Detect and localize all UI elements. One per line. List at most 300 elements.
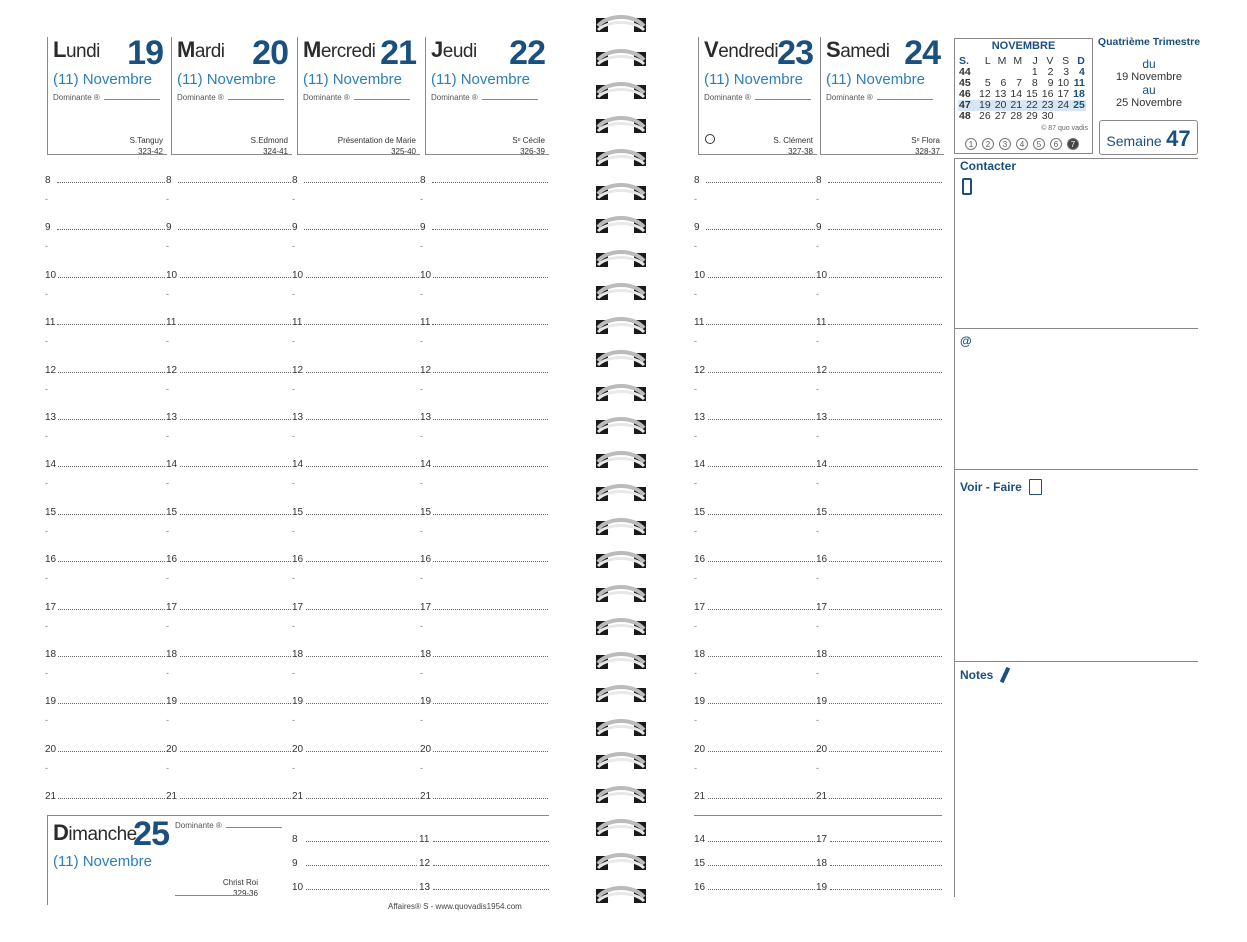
hour-line-21[interactable] [420, 786, 548, 802]
day-name [826, 37, 889, 63]
spiral-ring [588, 546, 654, 574]
hour-line-20[interactable] [292, 739, 419, 755]
saint-label [512, 135, 545, 157]
weekend-hour-line-16[interactable] [694, 877, 815, 893]
hour-line-8[interactable] [816, 170, 942, 186]
dotted-line [706, 798, 815, 799]
dotted-line [178, 324, 291, 325]
hour-line-12[interactable] [292, 360, 419, 376]
dotted-line [830, 841, 942, 842]
calendar-cell: 14 [1010, 88, 1023, 100]
hour-line-16[interactable] [694, 549, 815, 565]
hour-label: 16 [166, 554, 178, 566]
at-icon: @ [960, 334, 972, 348]
dotted-line [706, 419, 815, 420]
hour-line-20[interactable] [45, 739, 165, 755]
half-hour-mark: - [292, 762, 295, 773]
half-hour-mark: - [694, 715, 697, 726]
sunday-month: (11) Novembre [53, 853, 152, 870]
hour-line-16[interactable] [816, 549, 942, 565]
hour-line-19[interactable] [816, 691, 942, 707]
dotted-line [433, 841, 549, 842]
hour-line-9[interactable] [45, 217, 165, 233]
hour-line-11[interactable] [694, 312, 815, 328]
calendar-header-cell: L [984, 55, 991, 67]
hour-line-15[interactable] [45, 502, 165, 518]
hour-label: 12 [292, 364, 304, 376]
half-hour-mark: - [694, 383, 697, 394]
hour-line-8[interactable] [166, 170, 291, 186]
hour-line-8[interactable] [420, 170, 548, 186]
calendar-header-cell: S. [959, 55, 969, 67]
dotted-line [706, 514, 815, 515]
hour-line-16[interactable] [166, 549, 291, 565]
hour-line-17[interactable] [420, 597, 548, 613]
sunday-dominante: Dominante ® [175, 821, 282, 830]
hour-line-17[interactable] [166, 597, 291, 613]
half-hour-mark: - [166, 668, 169, 678]
half-hour-mark: - [292, 573, 295, 584]
spiral-ring [588, 613, 654, 641]
calendar-month: NOVEMBRE [991, 40, 1056, 52]
dotted-line [57, 656, 165, 657]
day-name-initial: M [177, 37, 195, 62]
dotted-line [178, 609, 291, 610]
weekday-circle-3: 3 [999, 138, 1011, 150]
hour-line-14[interactable] [166, 454, 291, 470]
half-hour-mark: - [694, 241, 697, 252]
hour-label: 20 [292, 743, 304, 755]
spiral-ring [588, 881, 654, 909]
dotted-line [304, 229, 419, 230]
half-hour-mark: - [45, 194, 48, 204]
hour-label: 8 [816, 175, 822, 186]
sunday-name: Dimanche [53, 820, 137, 845]
hour-line-11[interactable] [45, 312, 165, 328]
half-hour-mark: - [45, 431, 48, 441]
hour-line-10[interactable] [292, 265, 419, 281]
spiral-ring [588, 44, 654, 72]
dotted-line [57, 798, 165, 799]
dotted-line [178, 466, 291, 467]
hour-line-17[interactable] [694, 597, 815, 613]
half-hour-mark: - [420, 478, 423, 489]
dotted-line [828, 514, 942, 515]
sunday-hour-line-9[interactable] [292, 853, 417, 869]
dotted-line [828, 609, 942, 610]
hour-label: 12 [420, 364, 432, 376]
dotted-line [57, 372, 165, 373]
sunday-hour-line-12[interactable] [419, 853, 549, 869]
calendar-week-row [958, 111, 1086, 122]
calendar-circles [965, 138, 1084, 150]
dotted-line [706, 703, 815, 704]
dotted-line [433, 889, 549, 890]
hour-line-14[interactable] [694, 454, 815, 470]
hour-line-18[interactable] [816, 644, 942, 660]
hour-line-11[interactable] [292, 312, 419, 328]
hour-line-15[interactable] [292, 502, 419, 518]
half-hour-mark: - [45, 620, 48, 631]
dotted-line [304, 514, 419, 515]
half-hour-mark: - [816, 241, 819, 252]
hour-label: 11 [816, 317, 827, 329]
dotted-line [306, 865, 417, 866]
hour-line-18[interactable] [45, 644, 165, 660]
hour-line-13[interactable] [420, 407, 548, 423]
hour-label: 8 [420, 175, 426, 186]
notes-title: Notes [960, 668, 994, 682]
dotted-line [432, 182, 548, 183]
hour-line-9[interactable] [166, 217, 291, 233]
hour-line-12[interactable] [166, 360, 291, 376]
hour-label: 10 [420, 269, 432, 281]
hour-line-10[interactable] [420, 265, 548, 281]
hour-label: 21 [694, 791, 706, 803]
half-hour-mark: - [420, 573, 423, 584]
dotted-line [828, 324, 942, 325]
calendar-cell: 8 [1031, 77, 1038, 89]
dotted-line [178, 656, 291, 657]
hour-line-20[interactable] [166, 739, 291, 755]
quarter-au: au [1142, 83, 1156, 97]
half-hour-mark: - [816, 194, 819, 204]
hour-line-21[interactable] [816, 786, 942, 802]
half-hour-mark: - [816, 336, 819, 347]
spiral-ring [588, 245, 654, 273]
day-number: 24 [904, 34, 940, 72]
hour-line-16[interactable] [45, 549, 165, 565]
hour-line-15[interactable] [166, 502, 291, 518]
dotted-line [706, 324, 815, 325]
hour-line-15[interactable] [816, 502, 942, 518]
hour-line-9[interactable] [694, 217, 815, 233]
calendar-header-cell: V [1046, 55, 1054, 67]
hour-line-8[interactable] [694, 170, 815, 186]
hour-line-11[interactable] [816, 312, 942, 328]
half-hour-mark: - [292, 525, 295, 536]
sunday-hour-line-8[interactable] [292, 829, 417, 845]
hour-line-10[interactable] [166, 265, 291, 281]
calendar-cell: 23 [1039, 100, 1055, 111]
hour-line-16[interactable] [292, 549, 419, 565]
hour-label: 17 [292, 601, 304, 613]
hour-line-10[interactable] [694, 265, 815, 281]
day-name-rest: endredi [718, 41, 779, 62]
hour-line-18[interactable] [694, 644, 815, 660]
dotted-line [706, 656, 815, 657]
calendar-cell: 47 [958, 100, 976, 111]
day-name [431, 37, 477, 63]
half-hour-mark: - [420, 383, 423, 394]
weekend-hour-line-19[interactable] [816, 877, 942, 893]
phone-icon [962, 178, 972, 195]
hour-line-21[interactable] [292, 786, 419, 802]
sunday-hour-line-10[interactable] [292, 877, 417, 893]
half-hour-mark: - [816, 525, 819, 536]
dotted-line [432, 514, 548, 515]
hour-line-18[interactable] [166, 644, 291, 660]
dotted-line [828, 561, 942, 562]
hour-line-17[interactable] [816, 597, 942, 613]
hour-line-19[interactable] [420, 691, 548, 707]
half-hour-mark: - [45, 241, 48, 252]
hour-line-12[interactable] [420, 360, 548, 376]
hour-label: 9 [694, 222, 700, 234]
hour-label: 19 [816, 696, 828, 708]
calendar-cell: 10 [1057, 77, 1070, 89]
calendar-cell: 26 [979, 110, 991, 122]
hour-line-18[interactable] [420, 644, 548, 660]
half-hour-mark: - [292, 668, 295, 678]
hour-line-20[interactable] [420, 739, 548, 755]
hour-label: 8 [166, 175, 172, 186]
dotted-line [433, 865, 549, 866]
mini-calendar [954, 38, 1093, 154]
hour-label: 11 [419, 834, 430, 845]
hour-line-10[interactable] [816, 265, 942, 281]
hour-line-20[interactable] [816, 739, 942, 755]
calendar-header-cell: S [1062, 55, 1070, 67]
dotted-line [706, 751, 815, 752]
dotted-line [57, 466, 165, 467]
dotted-line [706, 609, 815, 610]
hour-label: 17 [166, 601, 178, 613]
half-hour-mark: - [166, 620, 169, 631]
hour-label: 16 [816, 554, 828, 566]
day-count: 324-41 [263, 147, 288, 156]
hour-label: 21 [45, 791, 57, 803]
hour-line-17[interactable] [292, 597, 419, 613]
hour-label: 15 [292, 506, 304, 518]
spiral-ring [588, 312, 654, 340]
half-hour-mark: - [45, 525, 48, 536]
dotted-line [432, 751, 548, 752]
hour-line-15[interactable] [694, 502, 815, 518]
half-hour-mark: - [166, 573, 169, 584]
calendar-cell: 2 [1047, 66, 1054, 78]
hour-line-21[interactable] [166, 786, 291, 802]
half-hour-mark: - [166, 336, 169, 347]
hour-label: 18 [292, 649, 304, 660]
hour-line-19[interactable] [166, 691, 291, 707]
half-hour-mark: - [420, 194, 423, 204]
calendar-cell: 27 [994, 110, 1007, 122]
hour-label: 17 [694, 601, 706, 613]
hour-line-13[interactable] [292, 407, 419, 423]
dominante-field: Dominante ® [303, 93, 410, 102]
hour-label: 11 [166, 317, 177, 329]
hour-line-20[interactable] [694, 739, 815, 755]
hour-line-19[interactable] [45, 691, 165, 707]
hour-line-19[interactable] [292, 691, 419, 707]
hour-label: 13 [419, 882, 431, 893]
pencil-icon [1000, 667, 1010, 683]
dotted-line [57, 419, 165, 420]
spiral-ring [588, 513, 654, 541]
half-hour-mark: - [166, 194, 169, 204]
hour-line-14[interactable] [816, 454, 942, 470]
dotted-line [432, 229, 548, 230]
hour-line-13[interactable] [816, 407, 942, 423]
day-count: 323-42 [138, 147, 163, 156]
hour-line-16[interactable] [420, 549, 548, 565]
dotted-line [828, 277, 942, 278]
day-name [177, 37, 225, 63]
half-hour-mark: - [816, 383, 819, 394]
hour-line-12[interactable] [816, 360, 942, 376]
spiral-ring [588, 345, 654, 373]
calendar-cell [1070, 111, 1086, 122]
half-hour-mark: - [45, 288, 48, 299]
hour-line-10[interactable] [45, 265, 165, 281]
dotted-line [706, 182, 815, 183]
day-month: (11) Novembre [826, 71, 925, 88]
calendar-header-cell: M [997, 55, 1007, 67]
half-hour-mark: - [420, 288, 423, 299]
hour-label: 11 [694, 317, 705, 329]
spiral-ring [588, 111, 654, 139]
half-hour-mark: - [292, 478, 295, 489]
saint-name: S. Clément [773, 136, 813, 145]
half-hour-mark: - [166, 241, 169, 252]
hour-label: 16 [292, 554, 304, 566]
hour-line-19[interactable] [694, 691, 815, 707]
day-number: 20 [252, 34, 288, 72]
hour-line-14[interactable] [45, 454, 165, 470]
hour-line-11[interactable] [420, 312, 548, 328]
hour-line-12[interactable] [694, 360, 815, 376]
calendar-cell: 13 [994, 88, 1007, 100]
dotted-line [828, 466, 942, 467]
dotted-line [828, 182, 942, 183]
hour-label: 13 [816, 412, 828, 423]
dotted-line [304, 609, 419, 610]
hour-label: 20 [420, 743, 432, 755]
half-hour-mark: - [420, 336, 423, 347]
half-hour-mark: - [292, 383, 295, 394]
day-month: (11) Novembre [704, 71, 803, 88]
hour-line-9[interactable] [816, 217, 942, 233]
spiral-ring [588, 278, 654, 306]
half-hour-mark: - [292, 241, 295, 252]
dotted-line [304, 182, 419, 183]
dotted-line [706, 229, 815, 230]
sunday-hour-line-11[interactable] [419, 829, 549, 845]
half-hour-mark: - [45, 383, 48, 394]
hour-line-13[interactable] [45, 407, 165, 423]
hour-line-12[interactable] [45, 360, 165, 376]
dotted-line [828, 656, 942, 657]
calendar-header-cell: M [1013, 55, 1023, 67]
hour-line-11[interactable] [166, 312, 291, 328]
hour-line-15[interactable] [420, 502, 548, 518]
dotted-line [828, 703, 942, 704]
voir-faire-title: Voir - Faire [960, 480, 1022, 494]
dotted-line [432, 466, 548, 467]
dotted-line [706, 466, 815, 467]
hour-label: 16 [694, 554, 706, 566]
dotted-line [178, 514, 291, 515]
hour-line-14[interactable] [420, 454, 548, 470]
hour-line-17[interactable] [45, 597, 165, 613]
hour-label: 14 [420, 459, 432, 471]
dotted-line [432, 561, 548, 562]
calendar-cell: 15 [1026, 88, 1038, 100]
hour-line-8[interactable] [292, 170, 419, 186]
hour-label: 14 [694, 459, 706, 471]
hour-line-21[interactable] [45, 786, 165, 802]
hour-label: 15 [694, 506, 706, 518]
hour-label: 18 [694, 649, 706, 660]
half-hour-mark: - [694, 762, 697, 773]
calendar-cell: 28 [1010, 110, 1023, 122]
hour-label: 17 [45, 601, 57, 613]
weekend-hour-line-18[interactable] [816, 853, 942, 869]
half-hour-mark: - [420, 715, 423, 726]
hour-label: 10 [45, 269, 57, 281]
day-header-21 [297, 34, 420, 156]
spiral-ring [588, 379, 654, 407]
hour-label: 20 [166, 743, 178, 755]
day-name [704, 37, 778, 63]
half-hour-mark: - [45, 336, 48, 347]
sunday-hour-line-13[interactable] [419, 877, 549, 893]
day-header-23 [698, 34, 817, 156]
footer-text: Affaires® S - www.quovadis1954.com [388, 902, 522, 911]
half-hour-mark: - [816, 762, 819, 773]
hour-label: 9 [816, 222, 822, 234]
day-name-initial: L [53, 37, 66, 62]
spiral-ring [588, 178, 654, 206]
dotted-line [178, 419, 291, 420]
calendar-cell: 12 [979, 88, 991, 100]
hour-line-14[interactable] [292, 454, 419, 470]
dotted-line [304, 703, 419, 704]
half-hour-mark: - [420, 668, 423, 678]
half-hour-mark: - [420, 620, 423, 631]
half-hour-mark: - [166, 383, 169, 394]
half-hour-mark: - [694, 668, 697, 678]
voir-faire-section [954, 470, 1198, 662]
weekend-hour-line-17[interactable] [816, 829, 942, 845]
hour-line-18[interactable] [292, 644, 419, 660]
hour-line-9[interactable] [292, 217, 419, 233]
saint-label [911, 135, 940, 157]
weekend-hour-line-15[interactable] [694, 853, 815, 869]
weekday-circle-4: 4 [1016, 138, 1028, 150]
hour-label: 12 [694, 364, 706, 376]
calendar-copyright: © 87 quo vadis [1041, 125, 1088, 132]
dotted-line [432, 609, 548, 610]
dotted-line [178, 182, 291, 183]
week-label: Semaine [1106, 133, 1162, 149]
hour-line-13[interactable] [694, 407, 815, 423]
sunday-header [47, 815, 171, 905]
sunday-top-border [47, 815, 549, 816]
hour-line-21[interactable] [694, 786, 815, 802]
hour-label: 15 [420, 506, 432, 518]
hour-line-9[interactable] [420, 217, 548, 233]
weekend-hour-line-14[interactable] [694, 829, 815, 845]
hour-label: 14 [45, 459, 57, 471]
day-month: (11) Novembre [303, 71, 402, 88]
hour-line-8[interactable] [45, 170, 165, 186]
weekday-circle-1: 1 [965, 138, 977, 150]
half-hour-mark: - [816, 668, 819, 678]
hour-line-13[interactable] [166, 407, 291, 423]
hour-label: 21 [816, 791, 828, 803]
